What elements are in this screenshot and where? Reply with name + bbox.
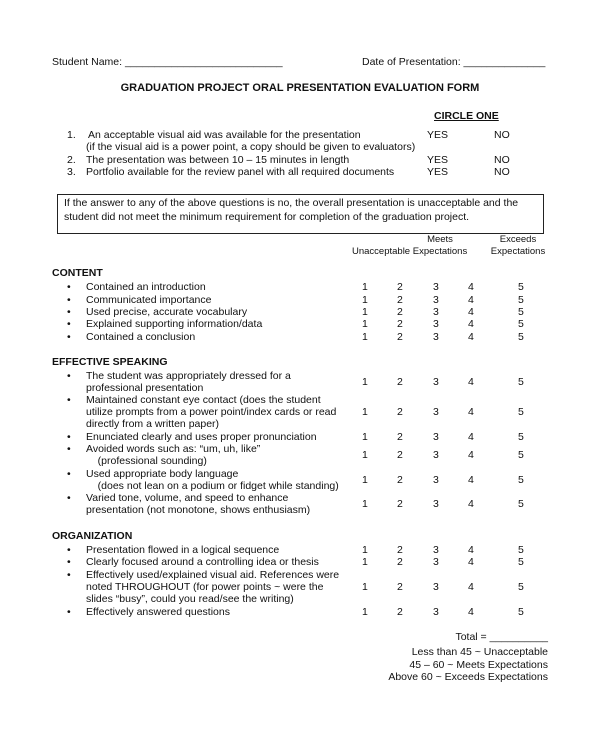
bullet: • bbox=[67, 544, 71, 556]
question-number: 2. bbox=[67, 154, 76, 166]
bullet: • bbox=[67, 281, 71, 293]
rating-option-4[interactable]: 4 bbox=[468, 556, 474, 568]
rating-option-5[interactable]: 5 bbox=[518, 544, 524, 556]
rating-option-3[interactable]: 3 bbox=[433, 431, 439, 443]
question-text: (if the visual aid is a power point, a copy should be given to evaluators) bbox=[86, 141, 416, 153]
item-text: Contained an introduction bbox=[86, 281, 206, 293]
rating-option-5[interactable]: 5 bbox=[518, 281, 524, 293]
rating-option-4[interactable]: 4 bbox=[468, 318, 474, 330]
notice-line: student did not meet the minimum requirement for completion of the graduation project. bbox=[64, 211, 470, 223]
rating-option-4[interactable]: 4 bbox=[468, 281, 474, 293]
rating-option-3[interactable]: 3 bbox=[433, 294, 439, 306]
rating-option-2[interactable]: 2 bbox=[397, 474, 403, 486]
bullet: • bbox=[67, 468, 71, 480]
item-text: (professional sounding) bbox=[86, 455, 207, 467]
no-option[interactable]: NO bbox=[494, 166, 510, 178]
rating-option-5[interactable]: 5 bbox=[518, 606, 524, 618]
question-number: 1. bbox=[67, 129, 76, 141]
item-text: Varied tone, volume, and speed to enhance bbox=[86, 492, 289, 504]
item-text: Enunciated clearly and uses proper pronunciation bbox=[86, 431, 317, 443]
rating-option-1[interactable]: 1 bbox=[362, 498, 368, 510]
item-text: The student was appropriately dressed for a bbox=[86, 370, 291, 382]
rating-option-3[interactable]: 3 bbox=[433, 581, 439, 593]
bullet: • bbox=[67, 443, 71, 455]
question-text: Portfolio available for the review panel with all required documents bbox=[86, 166, 395, 178]
rating-option-2[interactable]: 2 bbox=[397, 581, 403, 593]
scoring-rule: Above 60 ~ Exceeds Expectations bbox=[388, 671, 548, 683]
rating-option-1[interactable]: 1 bbox=[362, 544, 368, 556]
rating-option-3[interactable]: 3 bbox=[433, 474, 439, 486]
item-text: Maintained constant eye contact (does the student bbox=[86, 394, 321, 406]
rating-option-3[interactable]: 3 bbox=[433, 556, 439, 568]
rating-option-5[interactable]: 5 bbox=[518, 294, 524, 306]
item-text: slides “busy”, could you read/see the writing) bbox=[86, 593, 294, 605]
rating-option-2[interactable]: 2 bbox=[397, 498, 403, 510]
rating-option-1[interactable]: 1 bbox=[362, 449, 368, 461]
rating-option-1[interactable]: 1 bbox=[362, 331, 368, 343]
rating-option-4[interactable]: 4 bbox=[468, 331, 474, 343]
rating-option-2[interactable]: 2 bbox=[397, 331, 403, 343]
bullet: • bbox=[67, 492, 71, 504]
column-exceeds-line1: Exceeds bbox=[499, 234, 537, 245]
item-text: Clearly focused around a controlling idea or thesis bbox=[86, 556, 319, 568]
rating-option-5[interactable]: 5 bbox=[518, 331, 524, 343]
scoring-rule: Less than 45 ~ Unacceptable bbox=[411, 646, 548, 658]
question-text: An acceptable visual aid was available for the presentation bbox=[88, 129, 361, 141]
rating-option-5[interactable]: 5 bbox=[518, 406, 524, 418]
rating-option-1[interactable]: 1 bbox=[362, 406, 368, 418]
yes-option[interactable]: YES bbox=[427, 129, 449, 141]
section-title: ORGANIZATION bbox=[52, 530, 133, 542]
rating-option-4[interactable]: 4 bbox=[468, 406, 474, 418]
rating-option-3[interactable]: 3 bbox=[433, 406, 439, 418]
rating-option-3[interactable]: 3 bbox=[433, 281, 439, 293]
rating-option-5[interactable]: 5 bbox=[518, 581, 524, 593]
rating-option-5[interactable]: 5 bbox=[518, 474, 524, 486]
item-text: Explained supporting information/data bbox=[86, 318, 263, 330]
rating-option-5[interactable]: 5 bbox=[518, 306, 524, 318]
rating-option-3[interactable]: 3 bbox=[433, 449, 439, 461]
rating-option-2[interactable]: 2 bbox=[397, 449, 403, 461]
rating-option-1[interactable]: 1 bbox=[362, 281, 368, 293]
item-text: Effectively answered questions bbox=[86, 606, 230, 618]
rating-option-4[interactable]: 4 bbox=[468, 498, 474, 510]
rating-option-4[interactable]: 4 bbox=[468, 306, 474, 318]
item-text: Contained a conclusion bbox=[86, 331, 196, 343]
rating-option-1[interactable]: 1 bbox=[362, 318, 368, 330]
item-text: professional presentation bbox=[86, 382, 204, 394]
rating-option-5[interactable]: 5 bbox=[518, 449, 524, 461]
question-text: The presentation was between 10 – 15 minutes in length bbox=[86, 154, 350, 166]
rating-option-2[interactable]: 2 bbox=[397, 606, 403, 618]
notice-line: If the answer to any of the above questions is no, the overall presentation is unacceptable and the bbox=[64, 197, 519, 209]
rating-option-1[interactable]: 1 bbox=[362, 556, 368, 568]
form-title: GRADUATION PROJECT ORAL PRESENTATION EVALUATION FORM bbox=[120, 82, 480, 94]
bullet: • bbox=[67, 318, 71, 330]
column-meets-line2: Expectations bbox=[412, 246, 468, 257]
circle-one-label: CIRCLE ONE bbox=[434, 110, 499, 122]
section-title: CONTENT bbox=[52, 267, 103, 279]
rating-option-1[interactable]: 1 bbox=[362, 431, 368, 443]
bullet: • bbox=[67, 306, 71, 318]
item-text: presentation (not monotone, shows enthusiasm) bbox=[86, 504, 311, 516]
question-number: 3. bbox=[67, 166, 76, 178]
rating-option-4[interactable]: 4 bbox=[468, 294, 474, 306]
bullet: • bbox=[67, 569, 71, 581]
item-text: Communicated importance bbox=[86, 294, 212, 306]
rating-option-2[interactable]: 2 bbox=[397, 376, 403, 388]
rating-option-3[interactable]: 3 bbox=[433, 498, 439, 510]
rating-option-2[interactable]: 2 bbox=[397, 544, 403, 556]
item-text: Avoided words such as: “um, uh, like” bbox=[86, 443, 261, 455]
item-text: Used appropriate body language bbox=[86, 468, 239, 480]
rating-option-3[interactable]: 3 bbox=[433, 318, 439, 330]
rating-option-5[interactable]: 5 bbox=[518, 431, 524, 443]
item-text: Presentation flowed in a logical sequence bbox=[86, 544, 280, 556]
rating-option-3[interactable]: 3 bbox=[433, 376, 439, 388]
no-option[interactable]: NO bbox=[494, 154, 510, 166]
item-text: Effectively used/explained visual aid. References were bbox=[86, 569, 340, 581]
rating-option-2[interactable]: 2 bbox=[397, 306, 403, 318]
rating-option-3[interactable]: 3 bbox=[433, 306, 439, 318]
rating-option-3[interactable]: 3 bbox=[433, 331, 439, 343]
rating-option-1[interactable]: 1 bbox=[362, 376, 368, 388]
column-unacceptable: Unacceptable bbox=[352, 246, 411, 257]
bullet: • bbox=[67, 431, 71, 443]
column-meets-line1: Meets bbox=[427, 234, 453, 245]
yes-option[interactable]: YES bbox=[427, 166, 449, 178]
scoring-rule: 45 – 60 ~ Meets Expectations bbox=[409, 659, 548, 671]
no-option[interactable]: NO bbox=[494, 129, 510, 141]
rating-option-4[interactable]: 4 bbox=[468, 431, 474, 443]
rating-option-1[interactable]: 1 bbox=[362, 581, 368, 593]
rating-option-4[interactable]: 4 bbox=[468, 449, 474, 461]
item-text: directly from a written paper) bbox=[86, 418, 220, 430]
item-text: utilize prompts from a power point/index cards or read bbox=[86, 406, 337, 418]
rating-option-4[interactable]: 4 bbox=[468, 606, 474, 618]
column-exceeds-line2: Expectations bbox=[490, 246, 546, 257]
rating-option-4[interactable]: 4 bbox=[468, 581, 474, 593]
rating-option-3[interactable]: 3 bbox=[433, 606, 439, 618]
rating-option-1[interactable]: 1 bbox=[362, 606, 368, 618]
bullet: • bbox=[67, 331, 71, 343]
rating-option-5[interactable]: 5 bbox=[518, 556, 524, 568]
rating-option-2[interactable]: 2 bbox=[397, 406, 403, 418]
bullet: • bbox=[67, 370, 71, 382]
item-text: Used precise, accurate vocabulary bbox=[86, 306, 248, 318]
rating-option-1[interactable]: 1 bbox=[362, 474, 368, 486]
rating-option-5[interactable]: 5 bbox=[518, 498, 524, 510]
item-text: (does not lean on a podium or fidget while standing) bbox=[86, 480, 339, 492]
rating-option-2[interactable]: 2 bbox=[397, 281, 403, 293]
yes-option[interactable]: YES bbox=[427, 154, 449, 166]
rating-option-4[interactable]: 4 bbox=[468, 376, 474, 388]
rating-option-1[interactable]: 1 bbox=[362, 306, 368, 318]
student-name-field[interactable]: Student Name: ___________________________ bbox=[52, 56, 283, 68]
total-field[interactable]: Total = __________ bbox=[455, 631, 548, 643]
rating-option-1[interactable]: 1 bbox=[362, 294, 368, 306]
rating-option-2[interactable]: 2 bbox=[397, 556, 403, 568]
bullet: • bbox=[67, 294, 71, 306]
rating-option-5[interactable]: 5 bbox=[518, 376, 524, 388]
bullet: • bbox=[67, 556, 71, 568]
rating-option-2[interactable]: 2 bbox=[397, 431, 403, 443]
rating-option-5[interactable]: 5 bbox=[518, 318, 524, 330]
notice-box bbox=[57, 194, 544, 234]
bullet: • bbox=[67, 394, 71, 406]
rating-option-4[interactable]: 4 bbox=[468, 544, 474, 556]
section-title: EFFECTIVE SPEAKING bbox=[52, 356, 168, 368]
item-text: noted THROUGHOUT (for power points ~ were the bbox=[86, 581, 324, 593]
date-of-presentation-field[interactable]: Date of Presentation: ______________ bbox=[362, 56, 546, 68]
rating-option-2[interactable]: 2 bbox=[397, 318, 403, 330]
bullet: • bbox=[67, 606, 71, 618]
rating-option-4[interactable]: 4 bbox=[468, 474, 474, 486]
rating-option-3[interactable]: 3 bbox=[433, 544, 439, 556]
rating-option-2[interactable]: 2 bbox=[397, 294, 403, 306]
